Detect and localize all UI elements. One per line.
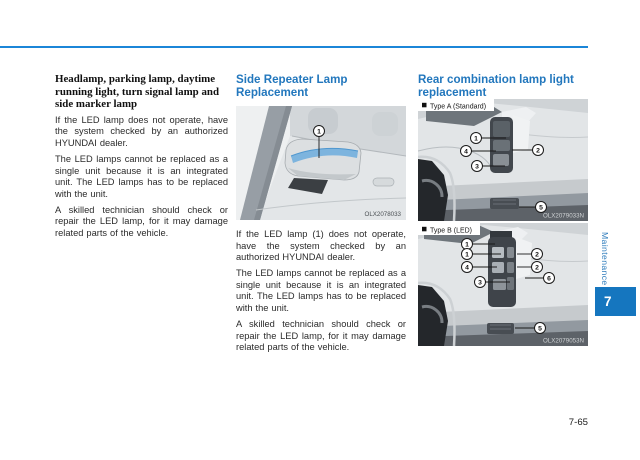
paragraph: The LED lamps cannot be replaced as a single unit because it is an integrated unit. The LED lamps has to be replaced with the unit. — [236, 268, 406, 313]
callout-6-label: 6 — [547, 275, 551, 283]
square-bullet-icon — [422, 227, 427, 232]
rear-lamp-type-a-figure — [418, 99, 588, 221]
door-handle — [373, 178, 394, 186]
figure-label: Type B (LED) — [430, 227, 473, 235]
chapter-sidebar-label: Maintenance — [600, 232, 610, 286]
callout-3-label: 3 — [475, 163, 479, 171]
figure-label: Type A (Standard) — [430, 103, 487, 111]
image-code: OLX2078033 — [364, 211, 401, 218]
middle-column-text — [236, 229, 406, 358]
callout-3-label: 3 — [478, 279, 482, 287]
rear-lamp-type-a-illustration — [418, 99, 588, 221]
image-code: OLX2079033N — [543, 212, 584, 220]
rear-lamp-type-b-figure — [418, 223, 588, 346]
right-section-heading: Rear combination lamp light replacement — [418, 73, 574, 99]
callout-4-label: 4 — [464, 148, 468, 156]
paragraph: If the LED lamp (1) does not operate, have the system checked by an authorized HYUNDAI dealer. — [236, 229, 406, 263]
header-rule — [0, 46, 588, 48]
chapter-number-tab: 7 — [595, 287, 636, 316]
callout-5-label: 5 — [539, 204, 543, 212]
callout-5-label: 5 — [538, 325, 542, 333]
callout-2-label: 2 — [535, 251, 539, 259]
paragraph: A skilled technician should check or repair the LED lamp, for it may damage related parts of the vehicle. — [236, 318, 406, 353]
left-column — [55, 73, 228, 244]
middle-section-heading: Side Repeater Lamp Replacement — [236, 73, 348, 99]
side-mirror-illustration — [236, 106, 406, 220]
paragraph: A skilled technician should check or repair the LED lamp, for it may damage related parts of the vehicle. — [55, 204, 228, 238]
rear-lamp-type-b-illustration — [418, 223, 588, 346]
callout-2-label: 2 — [536, 147, 540, 155]
callout-2b-label: 2 — [535, 264, 539, 272]
square-bullet-icon — [422, 103, 427, 108]
page-number: 7-65 — [568, 417, 588, 428]
image-code: OLX2079053N — [543, 337, 584, 345]
callout-1-label: 1 — [474, 135, 478, 143]
callout-4-label: 4 — [465, 264, 469, 272]
callout-1-label: 1 — [317, 128, 321, 136]
left-column-heading: Headlamp, parking lamp, daytime running light, turn signal lamp and side marker lamp — [55, 73, 220, 111]
callout-1b-label: 1 — [465, 251, 469, 259]
paragraph: The LED lamps cannot be replaced as a single unit because it is an integrated unit. The LED lamps has to be replaced with the unit. — [55, 154, 228, 199]
side-mirror-figure — [236, 106, 406, 220]
callout-1-label: 1 — [465, 241, 469, 249]
paragraph: If the LED lamp does not operate, have the system checked by an authorized HYUNDAI dealer. — [55, 114, 228, 149]
